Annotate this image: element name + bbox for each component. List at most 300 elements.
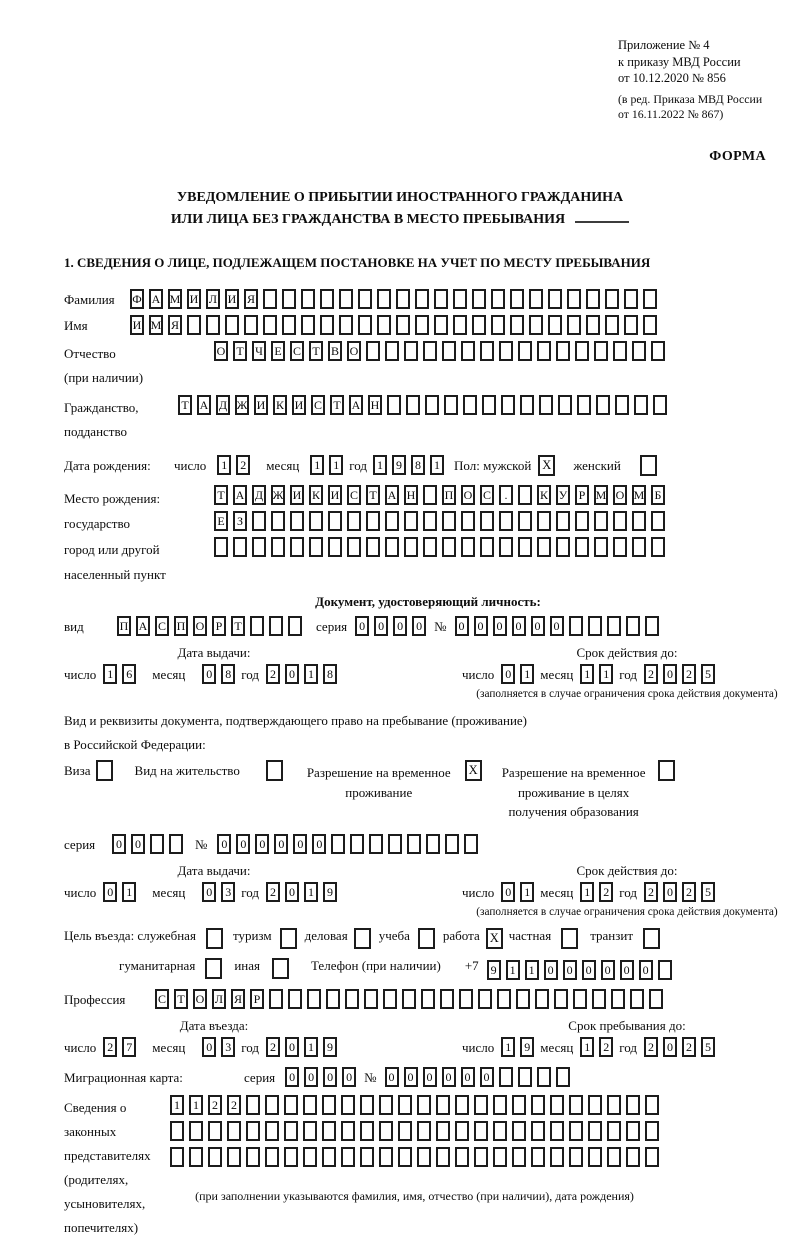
form-cell[interactable]: [588, 1147, 602, 1167]
form-cell[interactable]: Д: [252, 485, 266, 505]
form-cell[interactable]: 2: [599, 882, 613, 902]
form-cell[interactable]: 1: [304, 664, 318, 684]
form-cell[interactable]: 0: [601, 960, 615, 980]
form-cell[interactable]: 0: [323, 1067, 337, 1087]
form-cell[interactable]: [607, 616, 621, 636]
form-cell[interactable]: 1: [520, 882, 534, 902]
form-cell[interactable]: [643, 289, 657, 309]
form-cell[interactable]: [303, 1095, 317, 1115]
form-cell[interactable]: [624, 289, 638, 309]
form-cell[interactable]: [645, 1147, 659, 1167]
form-cell[interactable]: [227, 1147, 241, 1167]
checkbox-cell[interactable]: [205, 958, 222, 979]
form-cell[interactable]: [206, 315, 220, 335]
form-cell[interactable]: 0: [355, 616, 369, 636]
form-cell[interactable]: [573, 989, 587, 1009]
form-cell[interactable]: П: [174, 616, 188, 636]
checkbox-cell[interactable]: X: [538, 455, 555, 476]
form-cell[interactable]: Т: [330, 395, 344, 415]
form-cell[interactable]: [556, 537, 570, 557]
checkbox-cell[interactable]: [354, 928, 371, 949]
form-cell[interactable]: [423, 485, 437, 505]
form-cell[interactable]: С: [480, 485, 494, 505]
purpose-private-checkbox[interactable]: [561, 928, 578, 949]
form-cell[interactable]: 2: [266, 664, 280, 684]
form-cell[interactable]: [493, 1095, 507, 1115]
form-cell[interactable]: 0: [620, 960, 634, 980]
form-cell[interactable]: [632, 341, 646, 361]
form-cell[interactable]: [360, 1147, 374, 1167]
form-cell[interactable]: 0: [531, 616, 545, 636]
checkbox-cell[interactable]: [206, 928, 223, 949]
form-cell[interactable]: 0: [112, 834, 126, 854]
form-cell[interactable]: 0: [480, 1067, 494, 1087]
form-cell[interactable]: 1: [329, 455, 343, 475]
form-cell[interactable]: [377, 289, 391, 309]
form-cell[interactable]: [404, 511, 418, 531]
form-cell[interactable]: [309, 537, 323, 557]
form-cell[interactable]: 1: [599, 664, 613, 684]
form-cell[interactable]: [607, 1121, 621, 1141]
form-cell[interactable]: 0: [393, 616, 407, 636]
checkbox-cell[interactable]: [280, 928, 297, 949]
form-cell[interactable]: [556, 1067, 570, 1087]
form-cell[interactable]: [588, 1121, 602, 1141]
form-cell[interactable]: 0: [285, 1067, 299, 1087]
form-cell[interactable]: [491, 289, 505, 309]
form-cell[interactable]: 9: [520, 1037, 534, 1057]
form-cell[interactable]: 0: [285, 664, 299, 684]
form-cell[interactable]: [347, 511, 361, 531]
form-cell[interactable]: 0: [663, 664, 677, 684]
form-cell[interactable]: 0: [131, 834, 145, 854]
form-cell[interactable]: [512, 1147, 526, 1167]
form-cell[interactable]: Е: [271, 341, 285, 361]
form-cell[interactable]: [626, 1147, 640, 1167]
form-cell[interactable]: [607, 1147, 621, 1167]
checkbox-cell[interactable]: [561, 928, 578, 949]
form-cell[interactable]: 2: [644, 882, 658, 902]
form-cell[interactable]: [529, 315, 543, 335]
form-cell[interactable]: [594, 341, 608, 361]
form-cell[interactable]: З: [233, 511, 247, 531]
form-cell[interactable]: [366, 341, 380, 361]
form-cell[interactable]: 0: [374, 616, 388, 636]
form-cell[interactable]: Ж: [235, 395, 249, 415]
sex-female-checkbox[interactable]: [640, 455, 657, 476]
checkbox-cell[interactable]: [96, 760, 113, 781]
form-cell[interactable]: [537, 511, 551, 531]
form-cell[interactable]: [501, 395, 515, 415]
form-cell[interactable]: [499, 341, 513, 361]
form-cell[interactable]: [588, 1095, 602, 1115]
form-cell[interactable]: 1: [501, 1037, 515, 1057]
form-cell[interactable]: [480, 537, 494, 557]
checkbox-cell[interactable]: [640, 455, 657, 476]
form-cell[interactable]: [341, 1121, 355, 1141]
temp-residence-checkbox[interactable]: [465, 760, 482, 781]
form-cell[interactable]: 0: [501, 664, 515, 684]
form-cell[interactable]: 7: [122, 1037, 136, 1057]
form-cell[interactable]: [404, 537, 418, 557]
form-cell[interactable]: 0: [455, 616, 469, 636]
form-cell[interactable]: 2: [208, 1095, 222, 1115]
form-cell[interactable]: Р: [575, 485, 589, 505]
form-cell[interactable]: [455, 1121, 469, 1141]
purpose-transit-checkbox[interactable]: [643, 928, 660, 949]
form-cell[interactable]: [442, 537, 456, 557]
form-cell[interactable]: [464, 834, 478, 854]
form-cell[interactable]: [407, 834, 421, 854]
form-cell[interactable]: [170, 1147, 184, 1167]
form-cell[interactable]: [499, 511, 513, 531]
form-cell[interactable]: [366, 511, 380, 531]
form-cell[interactable]: 2: [644, 664, 658, 684]
form-cell[interactable]: 0: [550, 616, 564, 636]
form-cell[interactable]: [417, 1121, 431, 1141]
form-cell[interactable]: 5: [701, 664, 715, 684]
form-cell[interactable]: 0: [512, 616, 526, 636]
form-cell[interactable]: [613, 537, 627, 557]
form-cell[interactable]: [423, 511, 437, 531]
form-cell[interactable]: [379, 1095, 393, 1115]
form-cell[interactable]: [651, 341, 665, 361]
temp-residence-edu-checkbox[interactable]: [658, 760, 675, 781]
form-cell[interactable]: [558, 395, 572, 415]
form-cell[interactable]: 0: [663, 1037, 677, 1057]
form-cell[interactable]: [379, 1121, 393, 1141]
form-cell[interactable]: О: [193, 989, 207, 1009]
form-cell[interactable]: [518, 341, 532, 361]
form-cell[interactable]: [436, 1121, 450, 1141]
form-cell[interactable]: [550, 1095, 564, 1115]
form-cell[interactable]: 0: [202, 882, 216, 902]
form-cell[interactable]: [284, 1095, 298, 1115]
form-cell[interactable]: [615, 395, 629, 415]
form-cell[interactable]: [271, 511, 285, 531]
form-cell[interactable]: [265, 1147, 279, 1167]
form-cell[interactable]: С: [347, 485, 361, 505]
form-cell[interactable]: [613, 511, 627, 531]
form-cell[interactable]: Т: [233, 341, 247, 361]
form-cell[interactable]: [415, 289, 429, 309]
form-cell[interactable]: [453, 289, 467, 309]
form-cell[interactable]: 5: [701, 1037, 715, 1057]
checkbox-cell[interactable]: [272, 958, 289, 979]
form-cell[interactable]: [398, 1121, 412, 1141]
form-cell[interactable]: [406, 395, 420, 415]
form-cell[interactable]: А: [385, 485, 399, 505]
form-cell[interactable]: [645, 1121, 659, 1141]
checkbox-cell[interactable]: X: [486, 928, 503, 949]
form-cell[interactable]: 0: [202, 1037, 216, 1057]
form-cell[interactable]: [150, 834, 164, 854]
form-cell[interactable]: 0: [544, 960, 558, 980]
form-cell[interactable]: [575, 511, 589, 531]
form-cell[interactable]: [478, 989, 492, 1009]
form-cell[interactable]: [189, 1147, 203, 1167]
form-cell[interactable]: 2: [236, 455, 250, 475]
form-cell[interactable]: О: [193, 616, 207, 636]
form-cell[interactable]: Я: [244, 289, 258, 309]
form-cell[interactable]: [512, 1121, 526, 1141]
form-cell[interactable]: И: [130, 315, 144, 335]
form-cell[interactable]: 1: [310, 455, 324, 475]
form-cell[interactable]: [624, 315, 638, 335]
form-cell[interactable]: 0: [474, 616, 488, 636]
form-cell[interactable]: [396, 315, 410, 335]
form-cell[interactable]: [233, 537, 247, 557]
form-cell[interactable]: [445, 834, 459, 854]
form-cell[interactable]: [282, 315, 296, 335]
form-cell[interactable]: [290, 537, 304, 557]
form-cell[interactable]: У: [556, 485, 570, 505]
form-cell[interactable]: Т: [309, 341, 323, 361]
form-cell[interactable]: [301, 315, 315, 335]
form-cell[interactable]: Е: [214, 511, 228, 531]
form-cell[interactable]: 0: [236, 834, 250, 854]
form-cell[interactable]: Л: [206, 289, 220, 309]
form-cell[interactable]: [632, 511, 646, 531]
form-cell[interactable]: [320, 289, 334, 309]
form-cell[interactable]: [605, 289, 619, 309]
form-cell[interactable]: [265, 1095, 279, 1115]
form-cell[interactable]: [252, 511, 266, 531]
form-cell[interactable]: 6: [122, 664, 136, 684]
form-cell[interactable]: [320, 315, 334, 335]
form-cell[interactable]: [569, 1095, 583, 1115]
form-cell[interactable]: 0: [563, 960, 577, 980]
form-cell[interactable]: 0: [285, 882, 299, 902]
form-cell[interactable]: [531, 1095, 545, 1115]
form-cell[interactable]: [415, 315, 429, 335]
form-cell[interactable]: [265, 1121, 279, 1141]
purpose-other-checkbox[interactable]: [272, 958, 289, 979]
form-cell[interactable]: [577, 395, 591, 415]
form-cell[interactable]: [442, 341, 456, 361]
form-cell[interactable]: 1: [506, 960, 520, 980]
checkbox-cell[interactable]: [643, 928, 660, 949]
form-cell[interactable]: [341, 1095, 355, 1115]
form-cell[interactable]: [575, 341, 589, 361]
form-cell[interactable]: [442, 511, 456, 531]
form-cell[interactable]: [626, 616, 640, 636]
form-cell[interactable]: [303, 1147, 317, 1167]
checkbox-cell[interactable]: [658, 760, 675, 781]
form-cell[interactable]: Д: [216, 395, 230, 415]
form-cell[interactable]: [586, 289, 600, 309]
form-cell[interactable]: [491, 315, 505, 335]
form-cell[interactable]: 9: [392, 455, 406, 475]
form-cell[interactable]: 0: [582, 960, 596, 980]
form-cell[interactable]: [290, 511, 304, 531]
form-cell[interactable]: [440, 989, 454, 1009]
form-cell[interactable]: [360, 1095, 374, 1115]
form-cell[interactable]: [246, 1147, 260, 1167]
form-cell[interactable]: [307, 989, 321, 1009]
form-cell[interactable]: [643, 315, 657, 335]
form-cell[interactable]: [653, 395, 667, 415]
form-cell[interactable]: [269, 616, 283, 636]
form-cell[interactable]: М: [594, 485, 608, 505]
form-cell[interactable]: [303, 1121, 317, 1141]
form-cell[interactable]: [350, 834, 364, 854]
form-cell[interactable]: [423, 537, 437, 557]
form-cell[interactable]: М: [168, 289, 182, 309]
form-cell[interactable]: .: [499, 485, 513, 505]
form-cell[interactable]: 0: [202, 664, 216, 684]
form-cell[interactable]: С: [290, 341, 304, 361]
form-cell[interactable]: П: [442, 485, 456, 505]
form-cell[interactable]: [480, 341, 494, 361]
form-cell[interactable]: [548, 315, 562, 335]
form-cell[interactable]: [379, 1147, 393, 1167]
form-cell[interactable]: [301, 289, 315, 309]
form-cell[interactable]: [269, 989, 283, 1009]
form-cell[interactable]: В: [328, 341, 342, 361]
form-cell[interactable]: [208, 1121, 222, 1141]
form-cell[interactable]: И: [290, 485, 304, 505]
form-cell[interactable]: [360, 1121, 374, 1141]
form-cell[interactable]: [284, 1121, 298, 1141]
form-cell[interactable]: Т: [366, 485, 380, 505]
form-cell[interactable]: И: [225, 289, 239, 309]
form-cell[interactable]: 1: [580, 882, 594, 902]
form-cell[interactable]: [263, 315, 277, 335]
form-cell[interactable]: [518, 485, 532, 505]
form-cell[interactable]: К: [537, 485, 551, 505]
form-cell[interactable]: К: [309, 485, 323, 505]
form-cell[interactable]: [423, 341, 437, 361]
form-cell[interactable]: 1: [580, 1037, 594, 1057]
form-cell[interactable]: [326, 989, 340, 1009]
form-cell[interactable]: [510, 289, 524, 309]
form-cell[interactable]: 1: [189, 1095, 203, 1115]
form-cell[interactable]: 8: [411, 455, 425, 475]
form-cell[interactable]: 1: [304, 882, 318, 902]
form-cell[interactable]: [596, 395, 610, 415]
form-cell[interactable]: А: [149, 289, 163, 309]
form-cell[interactable]: 9: [323, 1037, 337, 1057]
form-cell[interactable]: [169, 834, 183, 854]
form-cell[interactable]: Ф: [130, 289, 144, 309]
form-cell[interactable]: [398, 1147, 412, 1167]
form-cell[interactable]: [497, 989, 511, 1009]
form-cell[interactable]: 0: [103, 882, 117, 902]
form-cell[interactable]: [369, 834, 383, 854]
form-cell[interactable]: [426, 834, 440, 854]
form-cell[interactable]: Л: [212, 989, 226, 1009]
form-cell[interactable]: С: [155, 989, 169, 1009]
form-cell[interactable]: [607, 1095, 621, 1115]
form-cell[interactable]: [339, 315, 353, 335]
form-cell[interactable]: А: [349, 395, 363, 415]
form-cell[interactable]: [499, 537, 513, 557]
form-cell[interactable]: [459, 989, 473, 1009]
form-cell[interactable]: [425, 395, 439, 415]
form-cell[interactable]: 3: [221, 1037, 235, 1057]
form-cell[interactable]: [436, 1147, 450, 1167]
form-cell[interactable]: [252, 537, 266, 557]
form-cell[interactable]: А: [197, 395, 211, 415]
form-cell[interactable]: 1: [520, 664, 534, 684]
form-cell[interactable]: [358, 315, 372, 335]
form-cell[interactable]: М: [149, 315, 163, 335]
form-cell[interactable]: 3: [221, 882, 235, 902]
checkbox-cell[interactable]: X: [465, 760, 482, 781]
form-cell[interactable]: [472, 315, 486, 335]
form-cell[interactable]: [387, 395, 401, 415]
form-cell[interactable]: 2: [227, 1095, 241, 1115]
form-cell[interactable]: [187, 315, 201, 335]
form-cell[interactable]: Ч: [252, 341, 266, 361]
form-cell[interactable]: [328, 511, 342, 531]
form-cell[interactable]: [611, 989, 625, 1009]
form-cell[interactable]: [364, 989, 378, 1009]
form-cell[interactable]: [588, 616, 602, 636]
form-cell[interactable]: [434, 315, 448, 335]
form-cell[interactable]: [518, 1067, 532, 1087]
form-cell[interactable]: [548, 289, 562, 309]
form-cell[interactable]: [417, 1147, 431, 1167]
form-cell[interactable]: [461, 537, 475, 557]
form-cell[interactable]: [651, 537, 665, 557]
form-cell[interactable]: [271, 537, 285, 557]
form-cell[interactable]: 0: [342, 1067, 356, 1087]
form-cell[interactable]: [331, 834, 345, 854]
form-cell[interactable]: 0: [304, 1067, 318, 1087]
form-cell[interactable]: [510, 315, 524, 335]
form-cell[interactable]: 8: [221, 664, 235, 684]
form-cell[interactable]: [649, 989, 663, 1009]
form-cell[interactable]: [550, 1121, 564, 1141]
form-cell[interactable]: [556, 511, 570, 531]
form-cell[interactable]: [225, 315, 239, 335]
form-cell[interactable]: И: [254, 395, 268, 415]
form-cell[interactable]: [474, 1095, 488, 1115]
form-cell[interactable]: [282, 289, 296, 309]
form-cell[interactable]: [658, 960, 672, 980]
form-cell[interactable]: [645, 1095, 659, 1115]
form-cell[interactable]: [632, 537, 646, 557]
form-cell[interactable]: [366, 537, 380, 557]
form-cell[interactable]: Т: [174, 989, 188, 1009]
form-cell[interactable]: 2: [599, 1037, 613, 1057]
form-cell[interactable]: [480, 511, 494, 531]
form-cell[interactable]: Я: [168, 315, 182, 335]
form-cell[interactable]: [398, 1095, 412, 1115]
form-cell[interactable]: 0: [293, 834, 307, 854]
form-cell[interactable]: [358, 289, 372, 309]
form-cell[interactable]: 1: [525, 960, 539, 980]
form-cell[interactable]: [385, 537, 399, 557]
form-cell[interactable]: [322, 1147, 336, 1167]
form-cell[interactable]: [461, 341, 475, 361]
form-cell[interactable]: 0: [663, 882, 677, 902]
purpose-official-checkbox[interactable]: [206, 928, 223, 949]
purpose-humanitarian-checkbox[interactable]: [205, 958, 222, 979]
form-cell[interactable]: [170, 1121, 184, 1141]
form-cell[interactable]: С: [155, 616, 169, 636]
form-cell[interactable]: [569, 1147, 583, 1167]
form-cell[interactable]: Т: [178, 395, 192, 415]
form-cell[interactable]: [567, 315, 581, 335]
form-cell[interactable]: [575, 537, 589, 557]
form-cell[interactable]: [556, 341, 570, 361]
form-cell[interactable]: [214, 537, 228, 557]
form-cell[interactable]: [594, 511, 608, 531]
form-cell[interactable]: [227, 1121, 241, 1141]
